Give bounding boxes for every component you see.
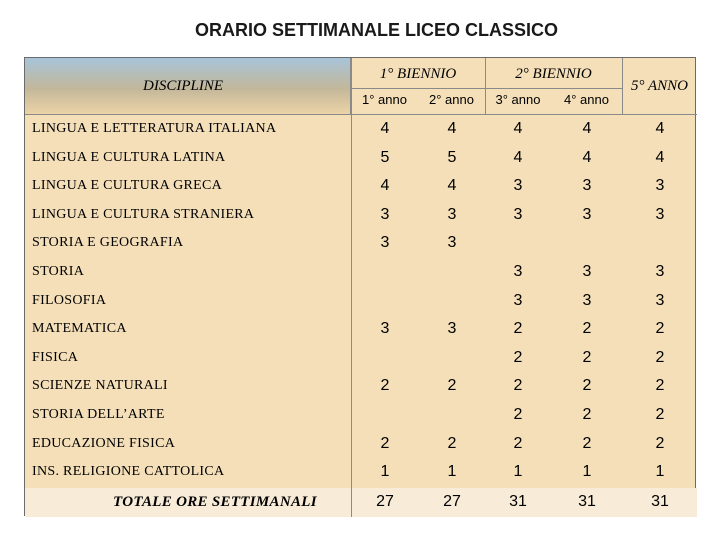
hours-cell: 1 (582, 463, 592, 481)
page-title: ORARIO SETTIMANALE LICEO CLASSICO (195, 20, 559, 40)
year-header-2: 2° anno (429, 92, 474, 107)
hours-cell: 4 (447, 120, 457, 137)
disciplines-header-label: DISCIPLINE (143, 78, 223, 94)
hours-cell: 4 (655, 148, 665, 166)
hours-cell: 2 (513, 406, 523, 423)
hours-cell: 4 (447, 177, 457, 195)
table-row (25, 201, 697, 230)
total-hours-cell: 31 (651, 492, 669, 510)
group-header-2-biennio: 2° BIENNIO (515, 66, 592, 82)
hours-cell: 3 (655, 263, 665, 280)
hours-cell: 3 (655, 177, 665, 195)
hours-cell: 1 (447, 463, 457, 481)
subject-label: LINGUA E CULTURA STRANIERA (32, 206, 255, 222)
year-header-1: 1° anno (362, 92, 407, 107)
hours-cell: 3 (447, 234, 457, 252)
column-divider (622, 58, 623, 115)
hours-cell: 3 (582, 177, 592, 195)
total-hours-cell: 27 (376, 492, 394, 510)
hours-cell: 3 (513, 263, 523, 280)
subject-label: STORIA E GEOGRAFIA (32, 235, 184, 251)
subject-label: STORIA DELL’ARTE (32, 407, 165, 422)
hours-cell: 3 (380, 205, 390, 223)
hours-cell: 3 (447, 205, 457, 223)
hours-cell: 2 (582, 406, 592, 423)
disciplines-header (25, 58, 351, 115)
hours-cell: 3 (513, 177, 523, 195)
total-hours-cell: 31 (578, 492, 596, 510)
subject-label: FILOSOFIA (32, 292, 107, 308)
hours-cell: 2 (513, 434, 523, 452)
hours-cell: 3 (380, 234, 390, 252)
hours-cell: 4 (380, 177, 390, 195)
hours-cell: 2 (380, 434, 390, 452)
hours-cell: 5 (380, 148, 390, 166)
hours-cell: 1 (655, 463, 665, 481)
hours-cell: 2 (655, 320, 665, 338)
subject-label: EDUCAZIONE FISICA (32, 435, 176, 451)
year-header-4: 4° anno (564, 92, 609, 107)
group-header-5-anno: 5° ANNO (631, 78, 688, 94)
hours-cell: 3 (582, 263, 592, 280)
hours-cell: 2 (447, 377, 457, 395)
hours-cell: 4 (513, 148, 523, 166)
hours-cell: 1 (513, 463, 523, 481)
hours-cell: 1 (380, 463, 390, 481)
hours-cell: 2 (513, 348, 523, 366)
hours-cell: 3 (582, 291, 592, 309)
table-row (25, 315, 697, 344)
hours-cell: 2 (582, 348, 592, 366)
total-row (25, 488, 697, 517)
subject-label: LINGUA E CULTURA GRECA (32, 178, 223, 194)
hours-cell: 5 (447, 148, 457, 166)
header-divider (351, 88, 622, 89)
hours-cell: 3 (655, 291, 665, 309)
table-row (25, 144, 697, 173)
subject-label: MATEMATICA (32, 321, 127, 337)
year-header-3: 3° anno (495, 92, 541, 107)
hours-cell: 2 (513, 320, 523, 338)
group-header-1-biennio: 1° BIENNIO (379, 66, 457, 82)
hours-cell: 2 (582, 320, 592, 338)
total-hours-cell: 31 (509, 492, 527, 510)
hours-cell: 2 (380, 377, 390, 395)
table-row (25, 115, 697, 144)
subject-label: FISICA (32, 349, 79, 365)
table-row (25, 287, 697, 316)
subject-label: LINGUA E LETTERATURA ITALIANA (32, 121, 277, 136)
hours-cell: 2 (655, 434, 665, 452)
table-row (25, 229, 697, 258)
table-row (25, 258, 697, 287)
hours-cell: 3 (513, 291, 523, 309)
hours-cell: 4 (655, 120, 665, 137)
total-hours-cell: 27 (443, 492, 461, 510)
hours-cell: 4 (582, 120, 592, 137)
table-row (25, 372, 697, 401)
subject-label: SCIENZE NATURALI (32, 378, 168, 394)
total-label: TOTALE ORE SETTIMANALI (113, 493, 317, 510)
hours-cell: 3 (380, 320, 390, 338)
hours-cell: 4 (380, 120, 390, 137)
hours-cell: 4 (582, 148, 592, 166)
hours-cell: 2 (447, 434, 457, 452)
hours-cell: 2 (655, 406, 665, 423)
hours-cell: 2 (655, 377, 665, 395)
table-row (25, 172, 697, 201)
column-divider (485, 58, 486, 115)
hours-cell: 2 (582, 434, 592, 452)
schedule-table (24, 57, 696, 516)
hours-cell: 2 (513, 377, 523, 395)
table-row (25, 401, 697, 430)
hours-cell: 4 (513, 120, 523, 137)
subject-label: INS. RELIGIONE CATTOLICA (32, 464, 225, 480)
table-row (25, 430, 697, 459)
hours-cell: 2 (582, 377, 592, 395)
hours-cell: 3 (655, 205, 665, 223)
hours-cell: 3 (582, 205, 592, 223)
table-row (25, 344, 697, 373)
hours-cell: 3 (447, 320, 457, 338)
table-row (25, 458, 697, 487)
subject-label: STORIA (32, 264, 85, 279)
hours-cell: 2 (655, 348, 665, 366)
subject-label: LINGUA E CULTURA LATINA (32, 149, 226, 165)
hours-cell: 3 (513, 205, 523, 223)
header-bottom-border (25, 114, 697, 115)
column-divider (351, 58, 352, 517)
